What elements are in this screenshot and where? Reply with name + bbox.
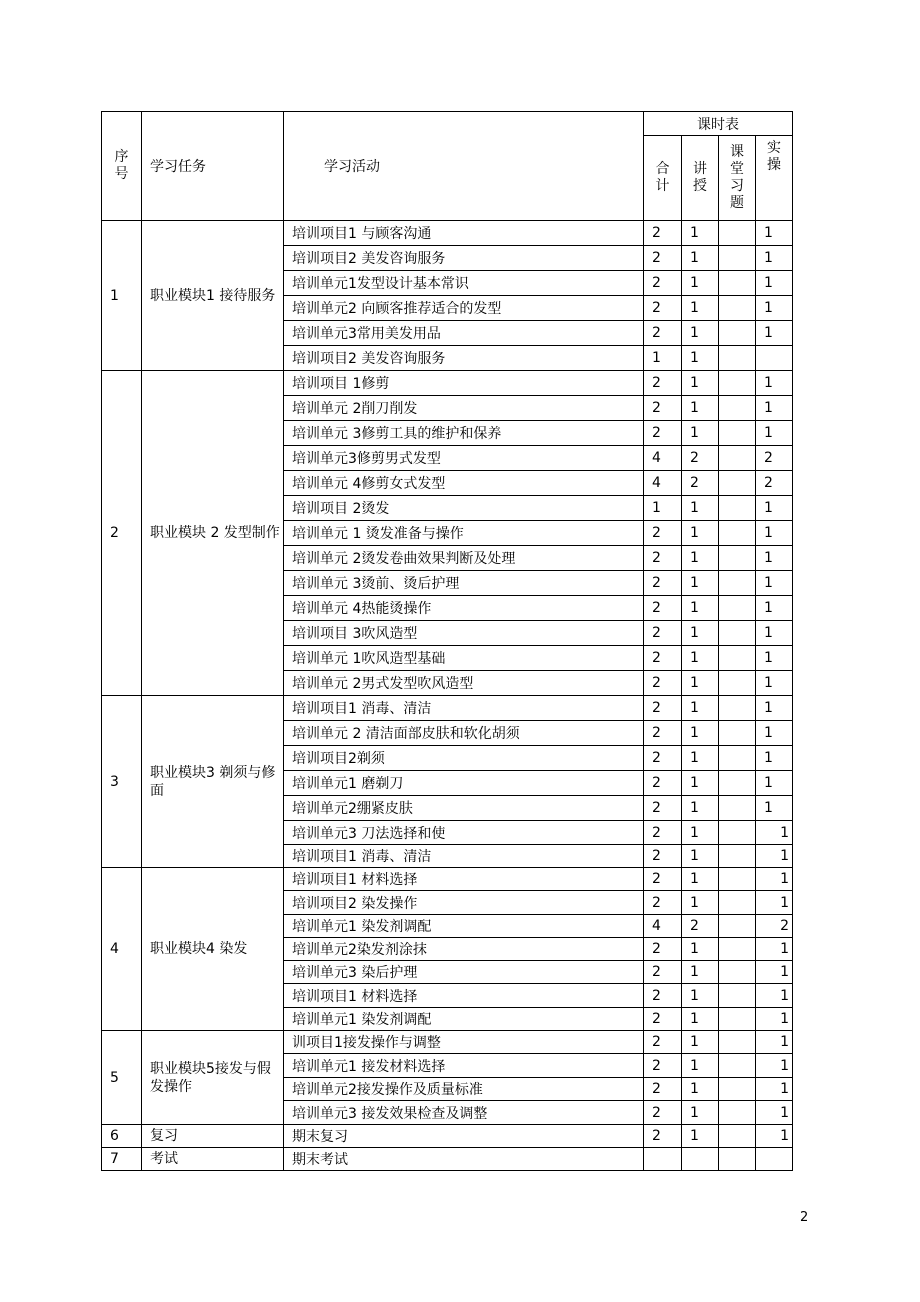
exercise-cell (719, 321, 756, 346)
exercise-cell (719, 571, 756, 596)
header-task: 学习任务 (142, 112, 284, 221)
lecture-cell: 1 (682, 746, 719, 771)
table-row (102, 1148, 793, 1171)
total-cell: 2 (644, 961, 682, 984)
total-cell: 2 (644, 771, 682, 796)
activity-cell: 培训项目1 材料选择 (284, 868, 644, 891)
total-cell: 2 (644, 571, 682, 596)
practice-cell: 1 (756, 868, 793, 891)
exercise-cell (719, 821, 756, 845)
activity-cell: 期末考试 (284, 1148, 644, 1171)
practice-cell: 1 (756, 891, 793, 915)
header-exercise: 课堂习题 (719, 136, 756, 221)
total-cell: 2 (644, 1101, 682, 1125)
practice-cell: 1 (756, 571, 793, 596)
seq-cell: 1 (102, 221, 142, 371)
practice-cell: 1 (756, 321, 793, 346)
lecture-cell: 1 (682, 961, 719, 984)
practice-cell (756, 1148, 793, 1171)
total-cell: 2 (644, 1078, 682, 1101)
practice-cell: 1 (756, 621, 793, 646)
practice-cell: 1 (756, 671, 793, 696)
practice-cell: 1 (756, 596, 793, 621)
lecture-cell: 1 (682, 1101, 719, 1125)
lecture-cell: 1 (682, 984, 719, 1008)
total-cell: 2 (644, 796, 682, 821)
lecture-cell: 2 (682, 471, 719, 496)
practice-cell: 1 (756, 1008, 793, 1031)
total-cell: 2 (644, 984, 682, 1008)
activity-cell: 培训单元 2削刀削发 (284, 396, 644, 421)
practice-cell: 1 (756, 371, 793, 396)
total-cell: 2 (644, 296, 682, 321)
activity-cell: 培训单元1 染发剂调配 (284, 1008, 644, 1031)
task-cell: 职业模块1 接待服务 (142, 221, 284, 371)
practice-cell: 1 (756, 221, 793, 246)
exercise-cell (719, 646, 756, 671)
total-cell: 4 (644, 471, 682, 496)
exercise-cell (719, 915, 756, 938)
practice-cell: 1 (756, 746, 793, 771)
lecture-cell: 1 (682, 646, 719, 671)
total-cell: 2 (644, 621, 682, 646)
activity-cell: 培训单元1 染发剂调配 (284, 915, 644, 938)
lecture-cell: 1 (682, 271, 719, 296)
header-activity: 学习活动 (284, 112, 644, 221)
exercise-cell (719, 961, 756, 984)
exercise-cell (719, 1031, 756, 1054)
total-cell: 2 (644, 271, 682, 296)
activity-cell: 培训单元 3修剪工具的维护和保养 (284, 421, 644, 446)
seq-cell: 3 (102, 696, 142, 868)
activity-cell: 培训项目1 消毒、清洁 (284, 696, 644, 721)
total-cell: 2 (644, 396, 682, 421)
lecture-cell: 1 (682, 721, 719, 746)
exercise-cell (719, 421, 756, 446)
exercise-cell (719, 221, 756, 246)
page-number: 2 (800, 1210, 809, 1225)
total-cell: 2 (644, 521, 682, 546)
activity-cell: 培训单元2 向顾客推荐适合的发型 (284, 296, 644, 321)
activity-cell: 培训项目 2烫发 (284, 496, 644, 521)
exercise-cell (719, 371, 756, 396)
activity-cell: 培训单元3 刀法选择和使 (284, 821, 644, 845)
activity-cell: 培训项目2 美发咨询服务 (284, 346, 644, 371)
lecture-cell: 1 (682, 1078, 719, 1101)
total-cell: 2 (644, 746, 682, 771)
exercise-cell (719, 596, 756, 621)
activity-cell: 培训单元 2 清洁面部皮肤和软化胡须 (284, 721, 644, 746)
lecture-cell: 1 (682, 421, 719, 446)
lecture-cell: 1 (682, 346, 719, 371)
header-total: 合计 (644, 136, 682, 221)
exercise-cell (719, 346, 756, 371)
lecture-cell: 1 (682, 868, 719, 891)
lecture-cell: 1 (682, 596, 719, 621)
exercise-cell (719, 746, 756, 771)
activity-cell: 培训单元 2男式发型吹风造型 (284, 671, 644, 696)
practice-cell (756, 346, 793, 371)
lecture-cell: 1 (682, 571, 719, 596)
practice-cell: 1 (756, 961, 793, 984)
total-cell: 2 (644, 646, 682, 671)
exercise-cell (719, 721, 756, 746)
lecture-cell: 2 (682, 915, 719, 938)
practice-cell: 1 (756, 296, 793, 321)
lecture-cell: 1 (682, 821, 719, 845)
exercise-cell (719, 845, 756, 868)
lecture-cell: 1 (682, 246, 719, 271)
activity-cell: 培训项目 3吹风造型 (284, 621, 644, 646)
lecture-cell: 1 (682, 221, 719, 246)
exercise-cell (719, 938, 756, 961)
total-cell: 2 (644, 371, 682, 396)
lecture-cell: 1 (682, 671, 719, 696)
activity-cell: 培训单元2接发操作及质量标准 (284, 1078, 644, 1101)
activity-cell: 培训单元2绷紧皮肤 (284, 796, 644, 821)
course-hours-table (101, 111, 793, 1171)
practice-cell: 1 (756, 546, 793, 571)
task-cell: 职业模块5接发与假发操作 (142, 1031, 284, 1125)
activity-cell: 培训单元1 磨剃刀 (284, 771, 644, 796)
total-cell: 2 (644, 821, 682, 845)
practice-cell: 1 (756, 271, 793, 296)
seq-cell: 7 (102, 1148, 142, 1171)
exercise-cell (719, 1054, 756, 1078)
table-row (102, 868, 793, 891)
total-cell: 2 (644, 1054, 682, 1078)
practice-cell: 1 (756, 845, 793, 868)
exercise-cell (719, 621, 756, 646)
total-cell: 4 (644, 915, 682, 938)
lecture-cell: 1 (682, 321, 719, 346)
activity-cell: 培训单元 1吹风造型基础 (284, 646, 644, 671)
activity-cell: 培训单元1发型设计基本常识 (284, 271, 644, 296)
total-cell: 2 (644, 1031, 682, 1054)
lecture-cell: 1 (682, 696, 719, 721)
activity-cell: 期末复习 (284, 1125, 644, 1148)
lecture-cell: 1 (682, 938, 719, 961)
activity-cell: 培训单元 2烫发卷曲效果判断及处理 (284, 546, 644, 571)
total-cell: 2 (644, 421, 682, 446)
activity-cell: 培训项目1 材料选择 (284, 984, 644, 1008)
total-cell: 2 (644, 221, 682, 246)
total-cell: 2 (644, 1125, 682, 1148)
task-cell: 职业模块 2 发型制作 (142, 371, 284, 696)
lecture-cell: 1 (682, 371, 719, 396)
table-row (102, 1125, 793, 1148)
task-cell: 职业模块3 剃须与修面 (142, 696, 284, 868)
total-cell: 2 (644, 1008, 682, 1031)
activity-cell: 培训单元1 接发材料选择 (284, 1054, 644, 1078)
total-cell: 2 (644, 868, 682, 891)
exercise-cell (719, 446, 756, 471)
activity-cell: 训项目1接发操作与调整 (284, 1031, 644, 1054)
exercise-cell (719, 471, 756, 496)
activity-cell: 培训单元3 染后护理 (284, 961, 644, 984)
lecture-cell: 1 (682, 1031, 719, 1054)
practice-cell: 1 (756, 696, 793, 721)
practice-cell: 1 (756, 771, 793, 796)
seq-cell: 2 (102, 371, 142, 696)
exercise-cell (719, 771, 756, 796)
exercise-cell (719, 296, 756, 321)
total-cell: 1 (644, 496, 682, 521)
lecture-cell: 1 (682, 891, 719, 915)
table-row (102, 371, 793, 396)
exercise-cell (719, 1148, 756, 1171)
practice-cell: 2 (756, 915, 793, 938)
practice-cell: 1 (756, 938, 793, 961)
lecture-cell (682, 1148, 719, 1171)
task-cell: 考试 (142, 1148, 284, 1171)
total-cell: 2 (644, 891, 682, 915)
activity-cell: 培训单元 4修剪女式发型 (284, 471, 644, 496)
total-cell: 2 (644, 696, 682, 721)
practice-cell: 1 (756, 1078, 793, 1101)
total-cell: 2 (644, 546, 682, 571)
task-cell: 职业模块4 染发 (142, 868, 284, 1031)
practice-cell: 1 (756, 396, 793, 421)
header-practice: 实操 (756, 136, 793, 221)
practice-cell: 1 (756, 521, 793, 546)
lecture-cell: 2 (682, 446, 719, 471)
activity-cell: 培训项目2 染发操作 (284, 891, 644, 915)
header-lecture: 讲授 (682, 136, 719, 221)
lecture-cell: 1 (682, 771, 719, 796)
lecture-cell: 1 (682, 845, 719, 868)
practice-cell: 1 (756, 421, 793, 446)
activity-cell: 培训项目1 与顾客沟通 (284, 221, 644, 246)
exercise-cell (719, 868, 756, 891)
practice-cell: 1 (756, 796, 793, 821)
total-cell: 2 (644, 246, 682, 271)
practice-cell: 1 (756, 721, 793, 746)
lecture-cell: 1 (682, 1125, 719, 1148)
task-cell: 复习 (142, 1125, 284, 1148)
practice-cell: 1 (756, 1101, 793, 1125)
exercise-cell (719, 1101, 756, 1125)
practice-cell: 1 (756, 1054, 793, 1078)
exercise-cell (719, 696, 756, 721)
practice-cell: 2 (756, 446, 793, 471)
total-cell: 2 (644, 321, 682, 346)
practice-cell: 2 (756, 471, 793, 496)
lecture-cell: 1 (682, 1008, 719, 1031)
total-cell: 4 (644, 446, 682, 471)
table-row (102, 696, 793, 721)
total-cell: 2 (644, 596, 682, 621)
activity-cell: 培训单元 4热能烫操作 (284, 596, 644, 621)
exercise-cell (719, 246, 756, 271)
practice-cell: 1 (756, 1031, 793, 1054)
seq-cell: 6 (102, 1125, 142, 1148)
exercise-cell (719, 1008, 756, 1031)
activity-cell: 培训项目1 消毒、清洁 (284, 845, 644, 868)
exercise-cell (719, 796, 756, 821)
activity-cell: 培训单元2染发剂涂抹 (284, 938, 644, 961)
lecture-cell: 1 (682, 521, 719, 546)
total-cell: 2 (644, 938, 682, 961)
exercise-cell (719, 891, 756, 915)
seq-cell: 4 (102, 868, 142, 1031)
lecture-cell: 1 (682, 1054, 719, 1078)
activity-cell: 培训项目 1修剪 (284, 371, 644, 396)
activity-cell: 培训单元3常用美发用品 (284, 321, 644, 346)
practice-cell: 1 (756, 984, 793, 1008)
activity-cell: 培训单元 3烫前、烫后护理 (284, 571, 644, 596)
lecture-cell: 1 (682, 796, 719, 821)
activity-cell: 培训项目2剃须 (284, 746, 644, 771)
lecture-cell: 1 (682, 621, 719, 646)
header-seq: 序号 (102, 112, 142, 221)
exercise-cell (719, 271, 756, 296)
activity-cell: 培训单元3 接发效果检查及调整 (284, 1101, 644, 1125)
lecture-cell: 1 (682, 396, 719, 421)
practice-cell: 1 (756, 821, 793, 845)
total-cell: 2 (644, 671, 682, 696)
total-cell: 1 (644, 346, 682, 371)
exercise-cell (719, 984, 756, 1008)
activity-cell: 培训单元3修剪男式发型 (284, 446, 644, 471)
table-row (102, 1031, 793, 1054)
lecture-cell: 1 (682, 496, 719, 521)
exercise-cell (719, 1078, 756, 1101)
total-cell: 2 (644, 845, 682, 868)
exercise-cell (719, 546, 756, 571)
practice-cell: 1 (756, 1125, 793, 1148)
exercise-cell (719, 521, 756, 546)
lecture-cell: 1 (682, 546, 719, 571)
activity-cell: 培训单元 1 烫发准备与操作 (284, 521, 644, 546)
activity-cell: 培训项目2 美发咨询服务 (284, 246, 644, 271)
exercise-cell (719, 671, 756, 696)
practice-cell: 1 (756, 246, 793, 271)
exercise-cell (719, 396, 756, 421)
practice-cell: 1 (756, 496, 793, 521)
exercise-cell (719, 496, 756, 521)
exercise-cell (719, 1125, 756, 1148)
table-row (102, 221, 793, 246)
header-hours: 课时表 (644, 112, 793, 136)
practice-cell: 1 (756, 646, 793, 671)
lecture-cell: 1 (682, 296, 719, 321)
total-cell: 2 (644, 721, 682, 746)
seq-cell: 5 (102, 1031, 142, 1125)
total-cell (644, 1148, 682, 1171)
